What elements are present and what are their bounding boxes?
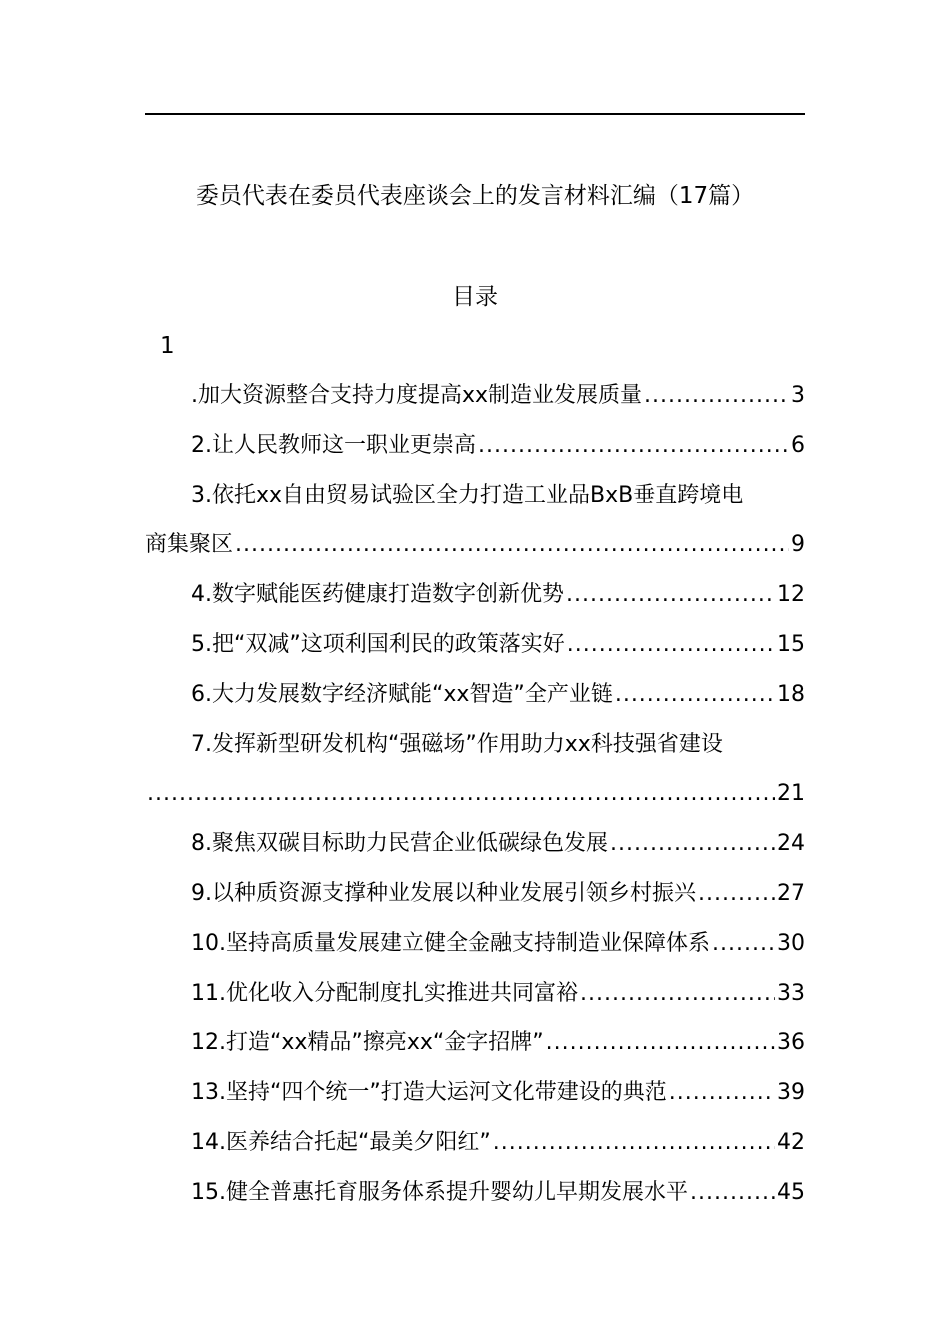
toc-entry-title: 13.坚持“四个统一”打造大运河文化带建设的典范 <box>191 1080 667 1106</box>
toc-entry-title: 15.健全普惠托育服务体系提升婴幼儿早期发展水平 <box>191 1179 688 1205</box>
toc-entry-page: 9 <box>791 532 805 558</box>
dot-leader <box>478 426 789 466</box>
dot-leader <box>615 675 775 715</box>
toc-entry-title: .加大资源整合支持力度提高xx制造业发展质量 <box>191 383 643 408</box>
toc-entry-page: 6 <box>791 432 805 458</box>
toc-entry-page: 39 <box>777 1080 805 1106</box>
toc-entry-page: 18 <box>777 681 805 707</box>
toc-entry-page: 36 <box>777 1030 805 1056</box>
dot-leader <box>644 376 789 416</box>
toc-entry[interactable] <box>145 1173 805 1223</box>
table-of-contents <box>145 376 805 1223</box>
toc-entry[interactable] <box>145 675 805 725</box>
toc-entry-page: 21 <box>777 781 805 807</box>
toc-entry-title: 8.聚焦双碳目标助力民营企业低碳绿色发展 <box>191 831 608 857</box>
toc-entry-page: 15 <box>777 631 805 657</box>
toc-entry-title: 11.优化收入分配制度扎实推进共同富裕 <box>191 980 578 1006</box>
toc-entry-title: 5.把“双减”这项利国利民的政策落实好 <box>191 631 565 657</box>
toc-entry-page: 33 <box>777 980 805 1006</box>
toc-entry[interactable] <box>145 1073 805 1123</box>
toc-entry[interactable] <box>145 924 805 974</box>
toc-entry-title: 12.打造“xx精品”擦亮xx“金字招牌” <box>191 1030 544 1056</box>
toc-entry[interactable] <box>145 1123 805 1173</box>
dot-leader <box>712 924 775 964</box>
toc-entry-title: 4.数字赋能医药健康打造数字创新优势 <box>191 582 564 608</box>
toc-entry[interactable] <box>145 874 805 924</box>
toc-entry[interactable] <box>145 625 805 675</box>
toc-entry[interactable] <box>145 1023 805 1073</box>
toc-entry-title: 7.发挥新型研发机构“强磁场”作用助力xx科技强省建设 <box>191 731 723 757</box>
toc-entry[interactable] <box>145 426 805 476</box>
dot-leader <box>493 1123 775 1163</box>
toc-entry-page: 30 <box>777 930 805 956</box>
dot-leader <box>147 774 775 814</box>
toc-entry-page: 24 <box>777 831 805 857</box>
toc-entry-title-continued: 商集聚区 <box>145 532 234 558</box>
toc-entry-title: 3.依托xx自由贸易试验区全力打造工业品BxB垂直跨境电 <box>191 482 744 508</box>
document-title: 委员代表在委员代表座谈会上的发言材料汇编（17篇） <box>195 183 755 209</box>
header-rule <box>145 113 805 115</box>
dot-leader <box>546 1023 775 1063</box>
dot-leader <box>610 824 775 864</box>
dot-leader <box>567 625 775 665</box>
toc-heading: 目录 <box>452 284 498 310</box>
dot-leader <box>566 575 775 615</box>
toc-entry-title: 6.大力发展数字经济赋能“xx智造”全产业链 <box>191 681 613 707</box>
toc-entry-title: 2.让人民教师这一职业更崇高 <box>191 432 476 458</box>
toc-entry-title: 10.坚持高质量发展建立健全金融支持制造业保障体系 <box>191 930 710 956</box>
toc-entry[interactable] <box>145 476 805 576</box>
toc-entry-title: 14.医养结合托起“最美夕阳红” <box>191 1129 491 1155</box>
dot-leader <box>690 1173 775 1213</box>
toc-entry-page: 12 <box>777 582 805 608</box>
toc-entry-page: 45 <box>777 1179 805 1205</box>
toc-entry-page: 42 <box>777 1129 805 1155</box>
dot-leader <box>669 1073 775 1113</box>
toc-entry[interactable] <box>145 725 805 825</box>
toc-entry-title: 9.以种质资源支撑种业发展以种业发展引领乡村振兴 <box>191 880 696 906</box>
toc-entry-page: 3 <box>791 383 805 408</box>
toc-entry[interactable] <box>145 824 805 874</box>
dot-leader <box>698 874 775 914</box>
toc-entry[interactable] <box>145 974 805 1024</box>
toc-entry-page: 27 <box>777 880 805 906</box>
toc-prefix-number: 1 <box>160 333 175 359</box>
dot-leader <box>580 974 775 1014</box>
toc-entry[interactable] <box>145 376 805 426</box>
toc-entry[interactable] <box>145 575 805 625</box>
dot-leader <box>235 525 789 565</box>
